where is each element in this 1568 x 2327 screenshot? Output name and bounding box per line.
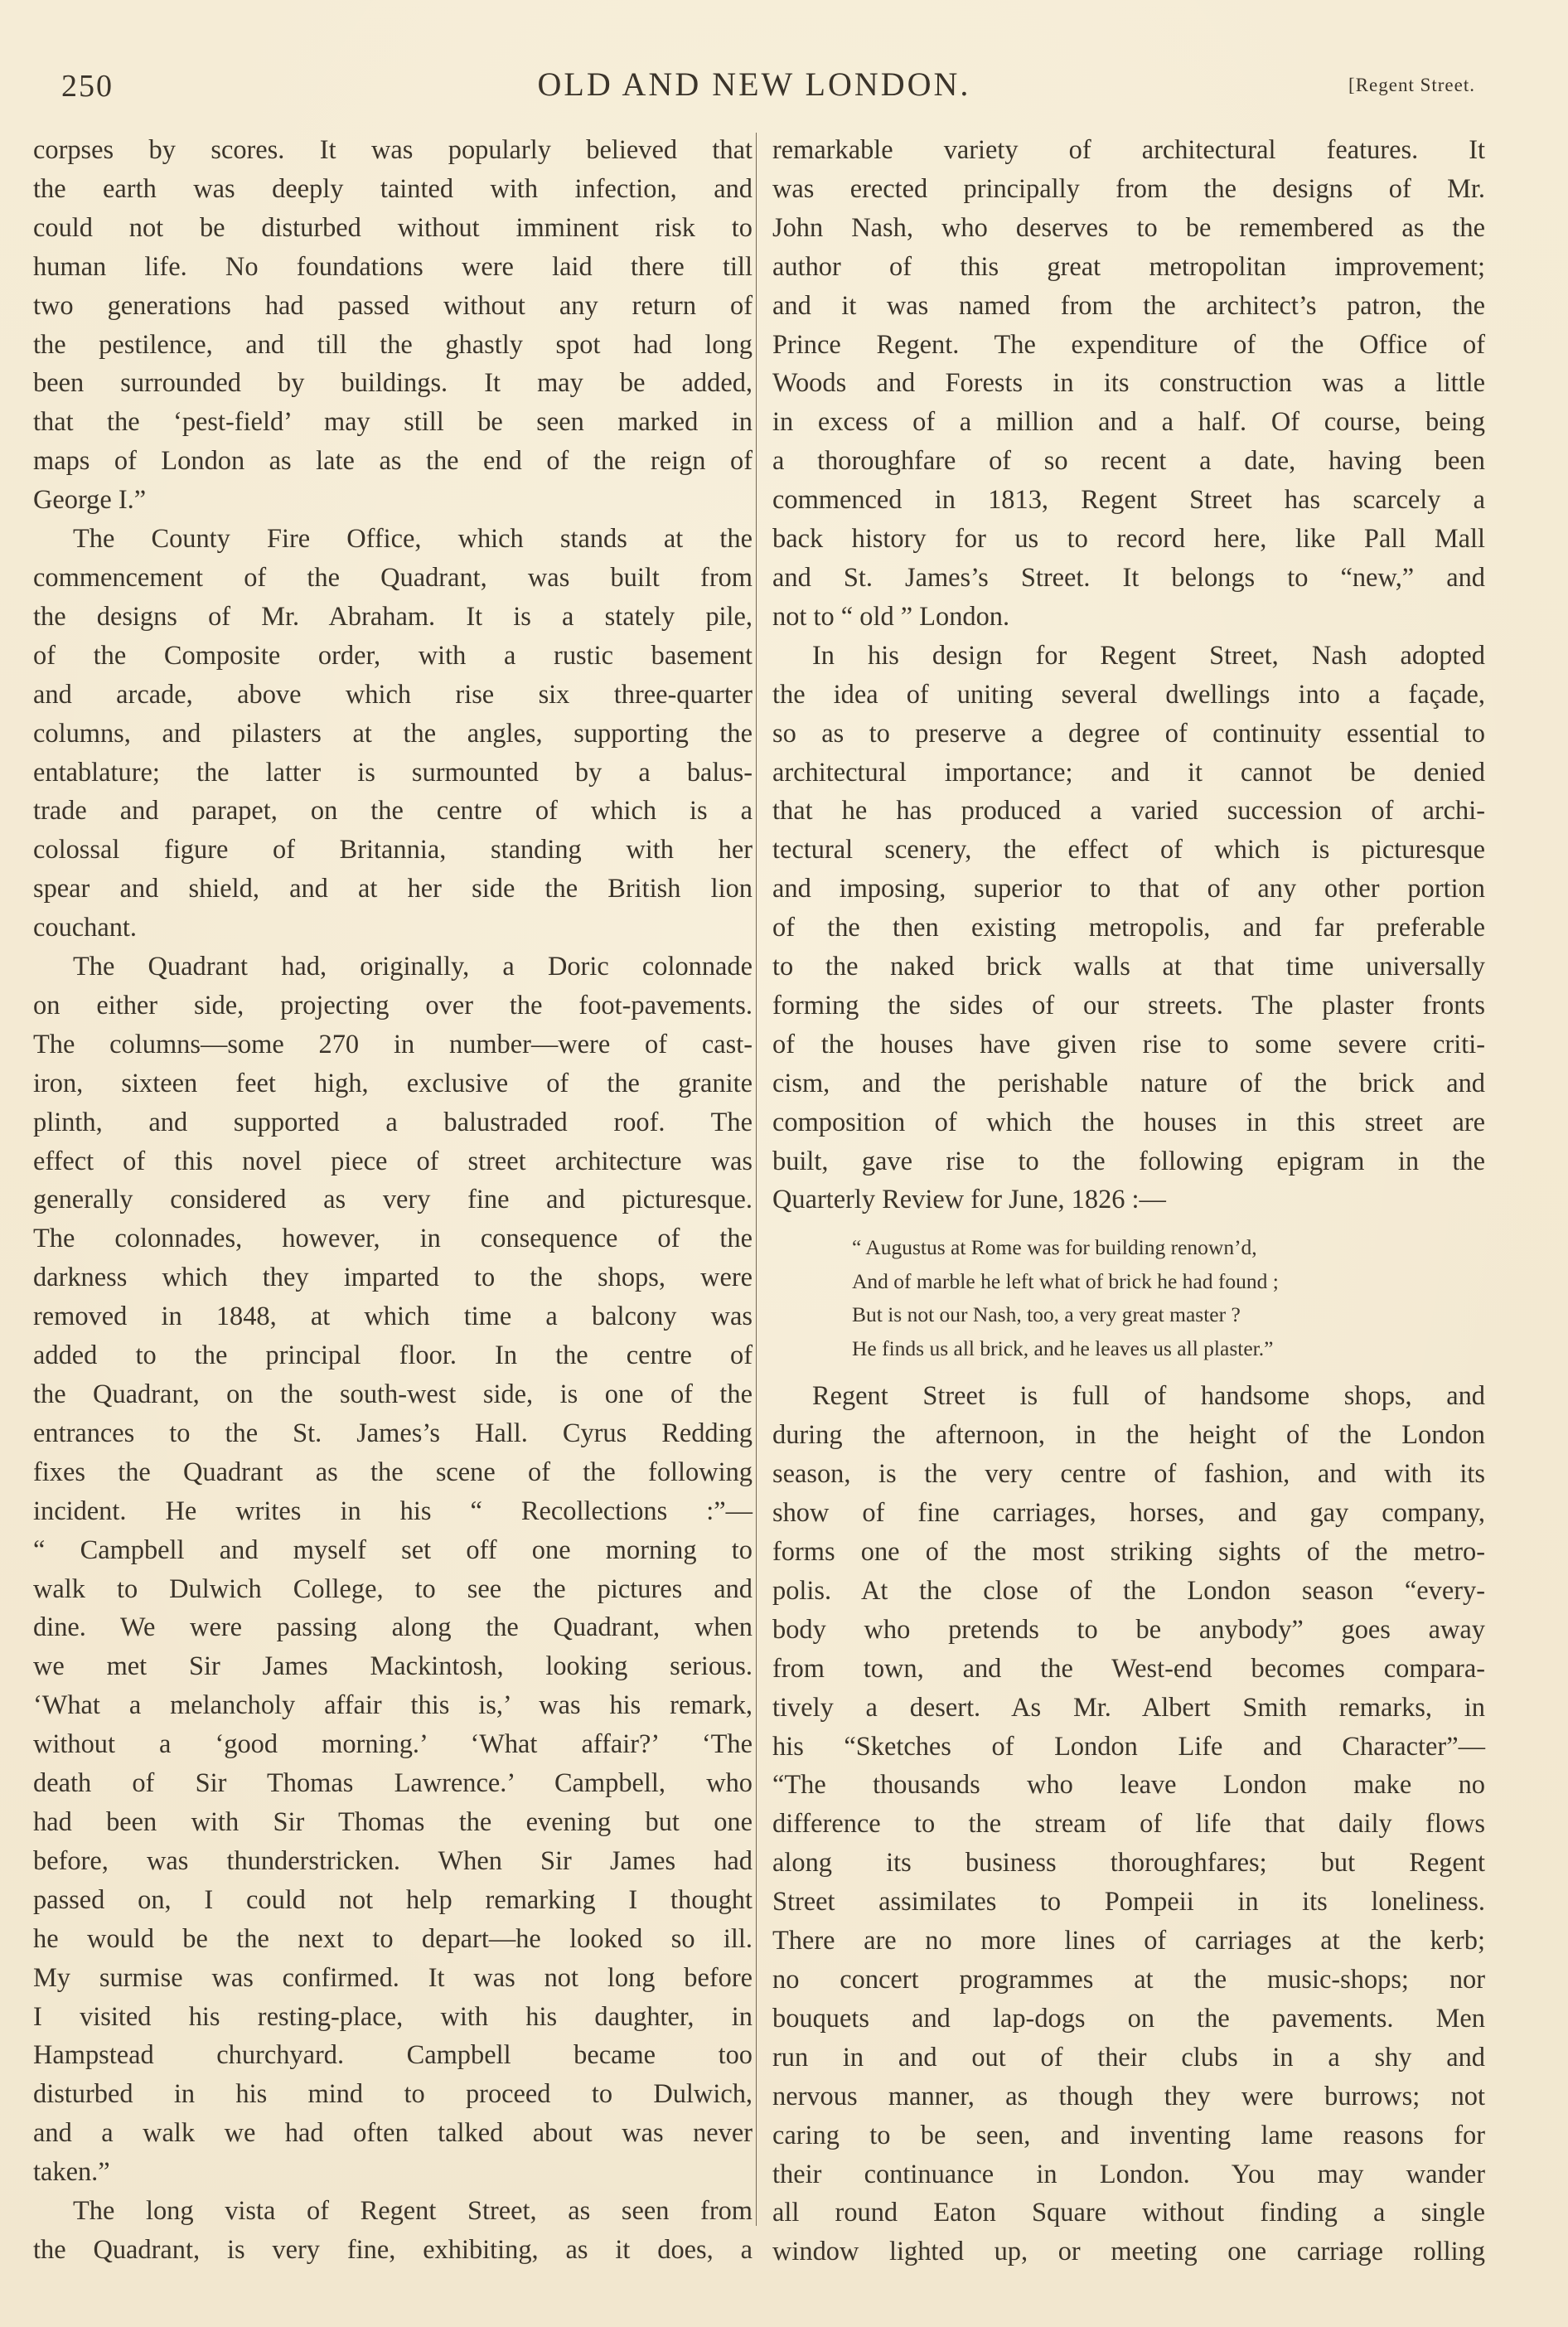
left-column-line: been surrounded by buildings. It may be added,	[33, 368, 753, 399]
left-column-line: the pestilence, and till the ghastly spot had long	[33, 329, 753, 360]
left-column-line: maps of London as late as the end of the reign of	[33, 446, 753, 477]
right-column-line: their continuance in London. You may wander	[772, 2159, 1485, 2189]
left-column-line: and a walk we had often talked about was never	[33, 2118, 753, 2149]
left-column-line: The long vista of Regent Street, as seen from	[73, 2196, 753, 2227]
left-column-line: commencement of the Quadrant, was built from	[33, 562, 753, 593]
right-column-line: along its business thoroughfares; but Regent	[772, 1848, 1485, 1879]
left-column-line: we met Sir James Mackintosh, looking serious.	[33, 1651, 753, 1682]
left-column-line: The columns—some 270 in number—were of cast-	[33, 1029, 753, 1059]
left-column-line: I visited his resting-place, with his daughter, in	[33, 2001, 753, 2032]
right-column-line: all round Eaton Square without finding a single	[772, 2198, 1485, 2228]
left-column-line: the earth was deeply tainted with infection, and	[33, 173, 753, 204]
left-column-line: effect of this novel piece of street architecture was	[33, 1146, 753, 1176]
left-column-line: disturbed in his mind to proceed to Dulwich,	[33, 2079, 753, 2110]
right-column-line: There are no more lines of carriages at the kerb;	[772, 1926, 1485, 1956]
left-column-line: of the Composite order, with a rustic basement	[33, 640, 753, 671]
right-column-line: show of fine carriages, horses, and gay company,	[772, 1498, 1485, 1529]
right-column-line: Prince Regent. The expenditure of the Office of	[772, 329, 1485, 360]
right-column-line: the idea of uniting several dwellings into a façade,	[772, 679, 1485, 710]
left-column	[33, 131, 753, 2270]
left-column-line: The Quadrant had, originally, a Doric colonnade	[73, 952, 753, 982]
left-column-line: My surmise was confirmed. It was not long before	[33, 1962, 753, 1993]
left-column-line: on either side, projecting over the foot-pavements.	[33, 990, 753, 1020]
right-column-line: forming the sides of our streets. The plaster fronts	[772, 990, 1485, 1020]
left-column-line: had been with Sir Thomas the evening but one	[33, 1806, 753, 1837]
right-column-line: and it was named from the architect’s patron, the	[772, 290, 1485, 321]
left-column-line: darkness which they imparted to the shops, were	[33, 1263, 753, 1293]
right-column-line: a thoroughfare of so recent a date, having been	[772, 446, 1485, 477]
right-column-line: so as to preserve a degree of continuity essential to	[772, 718, 1485, 749]
left-column-line: entablature; the latter is surmounted by a balus-	[33, 757, 753, 788]
left-column-line: trade and parapet, on the centre of which is a	[33, 796, 753, 827]
left-column-line: passed on, I could not help remarking I thought	[33, 1884, 753, 1915]
verse-line: He finds us all brick, and he leaves us all plaster.”	[852, 1336, 1274, 1360]
left-column-line: spear and shield, and at her side the British lion	[33, 874, 753, 904]
left-column-line: taken.”	[33, 2157, 110, 2188]
right-column-line: Woods and Forests in its construction was a little	[772, 368, 1485, 399]
right-column-line: of the houses have given rise to some severe criti-	[772, 1029, 1485, 1059]
right-column-line: author of this great metropolitan improvement;	[772, 251, 1485, 282]
left-column-line: Hampstead churchyard. Campbell became too	[33, 2040, 753, 2071]
running-head	[33, 60, 1475, 109]
left-column-line: plinth, and supported a balustraded roof. The	[33, 1107, 753, 1137]
left-column-line: couchant.	[33, 913, 138, 943]
left-column-line: death of Sir Thomas Lawrence.’ Campbell, who	[33, 1768, 753, 1799]
right-column-line: John Nash, who deserves to be remembered as the	[772, 212, 1485, 243]
right-column-line: polis. At the close of the London season “every-	[772, 1575, 1485, 1606]
right-column-line: no concert programmes at the music-shops; nor	[772, 1964, 1485, 1995]
right-column-line: that he has produced a varied succession of archi-	[772, 796, 1485, 827]
left-column-line: entrances to the St. James’s Hall. Cyrus Redding	[33, 1418, 753, 1448]
right-column-line: composition of which the houses in this street are	[772, 1107, 1485, 1137]
left-column-line: walk to Dulwich College, to see the pictures and	[33, 1573, 753, 1604]
right-column-line: difference to the stream of life that daily flows	[772, 1809, 1485, 1840]
right-column-line: in excess of a million and a half. Of course, being	[772, 407, 1485, 438]
verse-line: And of marble he left what of brick he had found ;	[852, 1268, 1279, 1293]
left-column-line: George I.”	[33, 485, 147, 516]
right-column-line: body who pretends to be anybody” goes away	[772, 1614, 1485, 1645]
left-column-line: removed in 1848, at which time a balcony was	[33, 1302, 753, 1332]
right-column-line: and St. James’s Street. It belongs to “new,” and	[772, 562, 1485, 593]
right-column	[772, 131, 1485, 2271]
section-title: [Regent Street.	[1348, 75, 1475, 95]
right-column-line: built, gave rise to the following epigram in the	[772, 1146, 1485, 1176]
right-column-line: bouquets and lap-dogs on the pavements. Men	[772, 2003, 1485, 2034]
left-column-line: and arcade, above which rise six three-quarter	[33, 679, 753, 710]
right-column-line: remarkable variety of architectural features. It	[772, 135, 1485, 165]
right-column-line: Street assimilates to Pompeii in its loneliness.	[772, 1887, 1485, 1917]
right-column-line: Regent Street is full of handsome shops, and	[812, 1381, 1485, 1412]
right-column-line: to the naked brick walls at that time universally	[772, 952, 1485, 982]
left-column-line: before, was thunderstricken. When Sir James had	[33, 1845, 753, 1876]
right-column-line: architectural importance; and it cannot be denied	[772, 757, 1485, 788]
right-column-line: forms one of the most striking sights of the metro-	[772, 1537, 1485, 1567]
page-number: 250	[61, 69, 114, 104]
right-column-lower-text	[772, 1377, 1485, 2271]
right-column-line: caring to be seen, and inventing lame reasons for	[772, 2120, 1485, 2150]
left-column-line: The County Fire Office, which stands at the	[73, 524, 753, 555]
left-column-line: two generations had passed without any return of	[33, 290, 753, 321]
left-column-line: generally considered as very fine and picturesque.	[33, 1185, 753, 1215]
right-column-line: nervous manner, as though they were burrows; not	[772, 2081, 1485, 2111]
left-column-line: The colonnades, however, in consequence of the	[33, 1224, 753, 1254]
right-column-line: tectural scenery, the effect of which is picturesque	[772, 835, 1485, 865]
left-column-line: without a ‘good morning.’ ‘What affair?’ ‘The	[33, 1729, 753, 1760]
left-column-line: the designs of Mr. Abraham. It is a stately pile,	[33, 601, 753, 632]
right-column-line: season, is the very centre of fashion, and with its	[772, 1459, 1485, 1490]
right-column-line: tively a desert. As Mr. Albert Smith remarks, in	[772, 1692, 1485, 1723]
right-column-line: cism, and the perishable nature of the brick and	[772, 1068, 1485, 1098]
epigram-verse	[852, 1231, 1485, 1365]
left-column-line: the Quadrant, is very fine, exhibiting, as it does, a	[33, 2234, 753, 2265]
left-column-line: he would be the next to depart—he looked so ill.	[33, 1923, 753, 1954]
left-column-line: columns, and pilasters at the angles, supporting the	[33, 718, 753, 749]
left-column-line: added to the principal floor. In the centre of	[33, 1340, 753, 1371]
right-column-upper-text	[772, 131, 1485, 1219]
left-column-line: that the ‘pest-field’ may still be seen marked in	[33, 407, 753, 438]
right-column-line: back history for us to record here, like Pall Mall	[772, 524, 1485, 555]
right-column-line: run in and out of their clubs in a shy and	[772, 2042, 1485, 2072]
right-column-line: window lighted up, or meeting one carriage rolling	[772, 2237, 1485, 2267]
right-column-line: “The thousands who leave London make no	[772, 1770, 1485, 1801]
left-column-line: “ Campbell and myself set off one morning to	[33, 1534, 753, 1565]
verse-line: But is not our Nash, too, a very great master ?	[852, 1302, 1241, 1327]
right-column-line: from town, and the West-end becomes compara-	[772, 1653, 1485, 1684]
right-column-line: In his design for Regent Street, Nash adopted	[812, 640, 1485, 671]
right-column-line: of the then existing metropolis, and far preferable	[772, 913, 1485, 943]
left-column-line: colossal figure of Britannia, standing with her	[33, 835, 753, 865]
book-title: OLD AND NEW LONDON.	[537, 65, 971, 103]
right-column-line: and imposing, superior to that of any other portion	[772, 874, 1485, 904]
right-column-line: during the afternoon, in the height of the London	[772, 1420, 1485, 1451]
left-column-line: ‘What a melancholy affair this is,’ was his remark,	[33, 1690, 753, 1721]
right-column-line: not to “ old ” London.	[772, 601, 1010, 632]
verse-line: “ Augustus at Rome was for building renown’d,	[852, 1235, 1257, 1260]
left-column-line: iron, sixteen feet high, exclusive of the granite	[33, 1068, 753, 1098]
column-divider	[756, 133, 757, 2226]
left-column-line: corpses by scores. It was popularly believed that	[33, 135, 753, 165]
left-column-line: human life. No foundations were laid there till	[33, 251, 753, 282]
left-column-line: dine. We were passing along the Quadrant, when	[33, 1612, 753, 1643]
right-column-line: his “Sketches of London Life and Character”—	[772, 1731, 1485, 1762]
right-column-line: Quarterly Review for June, 1826 :—	[772, 1185, 1166, 1215]
left-column-line: could not be disturbed without imminent risk to	[33, 212, 753, 243]
left-column-line: incident. He writes in his “ Recollections :”—	[33, 1496, 753, 1526]
right-column-line: was erected principally from the designs of Mr.	[772, 173, 1485, 204]
right-column-line: commenced in 1813, Regent Street has scarcely a	[772, 485, 1485, 516]
left-column-line: fixes the Quadrant as the scene of the following	[33, 1457, 753, 1487]
left-column-line: the Quadrant, on the south-west side, is one of the	[33, 1379, 753, 1409]
